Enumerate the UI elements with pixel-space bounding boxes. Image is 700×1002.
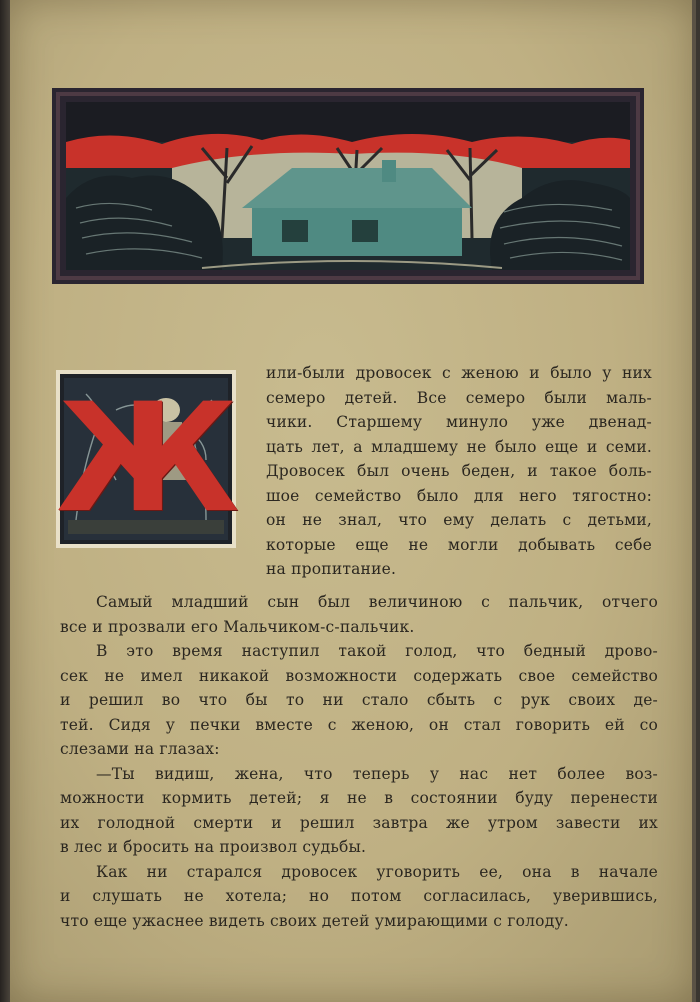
- text-line: Как ни старался дровосек уговорить ее, она в начале: [96, 862, 658, 881]
- text-line: Самый младший сын был величиною с пальчик, отчего: [96, 593, 658, 611]
- text-line: все и прозвали его Мальчиком-с-пальчик.: [60, 617, 415, 636]
- text-line: семеро детей. Все семеро были маль-: [266, 388, 652, 407]
- page-edge: [692, 0, 696, 1002]
- text-line: слезами на глазах:: [60, 740, 220, 758]
- text-line: их голодной смерти и решил завтра же утром завести их: [60, 813, 658, 832]
- text-line: тей. Сидя у печки вместе с женою, он стал говорить ей со: [60, 715, 658, 734]
- text-line: шое семейство было для него тягостно:: [266, 486, 652, 505]
- text-line: он не знал, что ему делать с детьми,: [266, 511, 652, 529]
- text-line: и решил во что бы то ни стало сбыть с рук своих де-: [60, 691, 658, 709]
- text-line: —Ты видиш, жена, что теперь у нас нет более воз-: [96, 764, 658, 783]
- text-line: что еще ужаснее видеть своих детей умирающими с голоду.: [60, 911, 569, 930]
- paragraph: [60, 860, 658, 934]
- opening-paragraph: [266, 361, 652, 582]
- text-line: или-были дровосек с женою и было у них: [266, 364, 652, 382]
- text-line: на пропитание.: [266, 560, 397, 578]
- drop-cap-letter: Ж: [56, 372, 240, 546]
- text-line: цать лет, а младшему не было еще и семи.: [266, 437, 652, 456]
- headpiece-illustration: [52, 88, 644, 284]
- text-line: которые еще не могли добывать себе: [266, 535, 652, 554]
- text-line: в лес и бросить на произвол судьбы.: [60, 838, 367, 856]
- book-spine-shadow: [0, 0, 10, 1002]
- text-line: В это время наступил такой голод, что бедный дрово-: [96, 642, 658, 660]
- text-line: и слушать не хотела; но потом согласилась, уверившись,: [60, 887, 658, 905]
- text-line: Дровосек был очень беден, и такое боль-: [266, 462, 652, 480]
- paragraph: [60, 590, 658, 639]
- initial-letter-panel: [56, 370, 240, 548]
- paragraph: [60, 639, 658, 762]
- paragraph: [60, 762, 658, 860]
- text-line: сек не имел никакой возможности содержать свое семейство: [60, 666, 658, 685]
- body-text: [60, 590, 658, 933]
- text-line: можности кормить детей; я не в состоянии буду перенести: [60, 789, 658, 807]
- text-line: чики. Старшему минуло уже двенад-: [266, 413, 652, 431]
